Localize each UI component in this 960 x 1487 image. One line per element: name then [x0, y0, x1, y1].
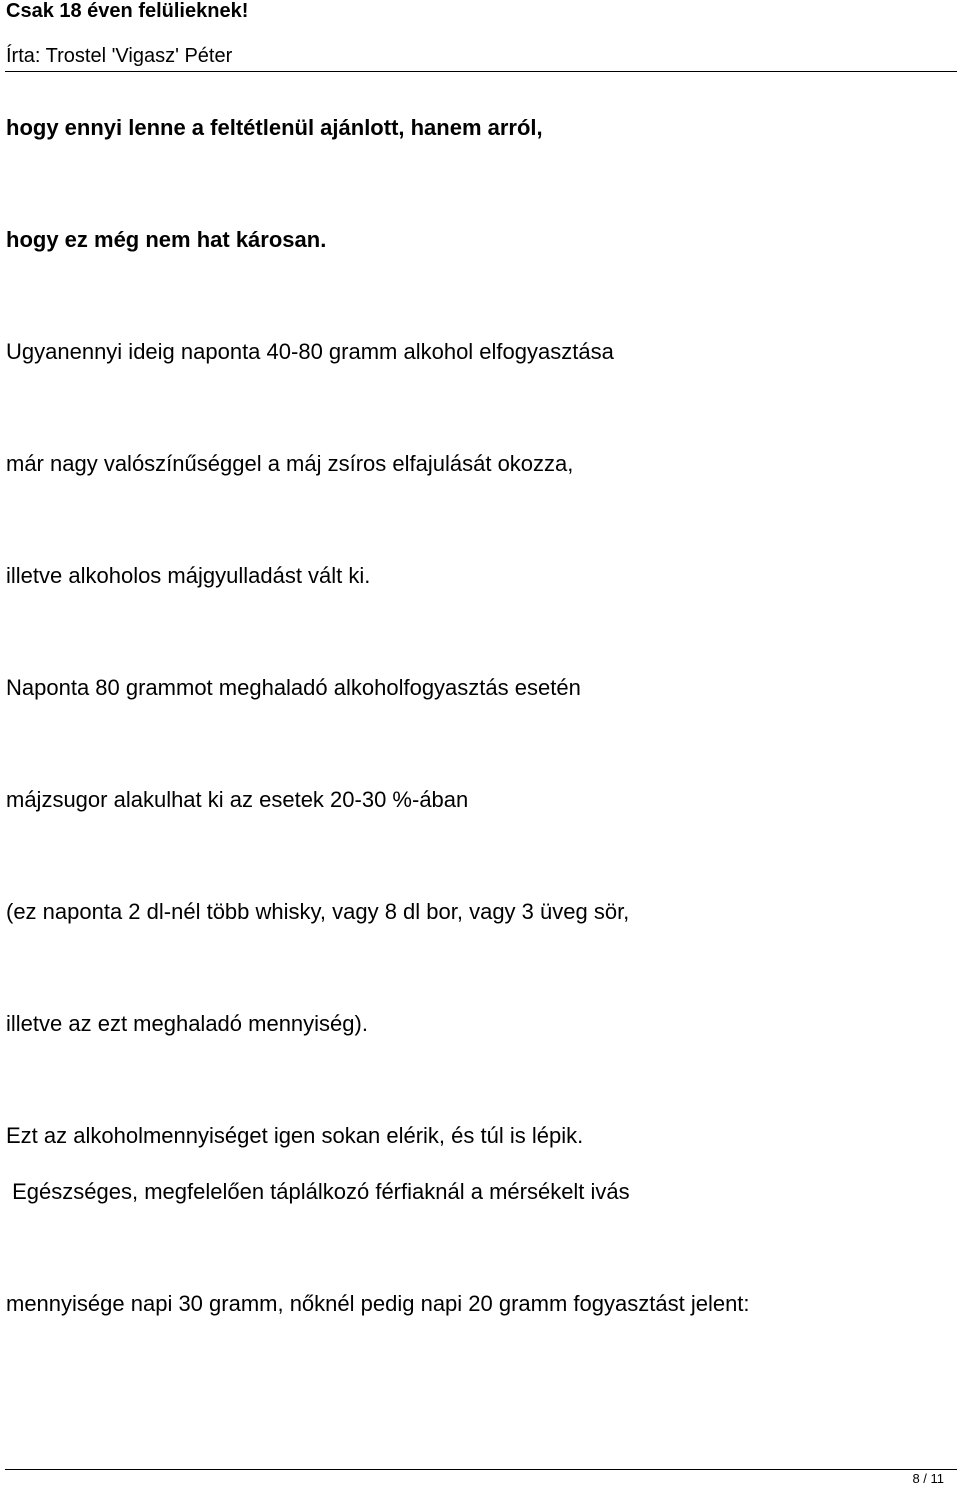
- document-title: Csak 18 éven felülieknek!: [6, 0, 249, 22]
- body-line: hogy ez még nem hat károsan.: [6, 227, 327, 252]
- document-author: Írta: Trostel 'Vigasz' Péter: [6, 45, 233, 67]
- body-line: májzsugor alakulhat ki az esetek 20-30 %-ában: [6, 787, 469, 812]
- page-number: 8 / 11: [912, 1471, 944, 1486]
- footer-divider: [5, 1469, 957, 1470]
- body-line: (ez naponta 2 dl-nél több whisky, vagy 8 dl bor, vagy 3 üveg sör,: [6, 899, 630, 924]
- body-line: Ezt az alkoholmennyiséget igen sokan elérik, és túl is lépik.: [6, 1123, 584, 1148]
- body-line: illetve az ezt meghaladó mennyiség).: [6, 1011, 368, 1036]
- body-line: illetve alkoholos májgyulladást vált ki.: [6, 563, 371, 588]
- body-line: Naponta 80 grammot meghaladó alkoholfogyasztás esetén: [6, 675, 581, 700]
- header-divider: [5, 71, 957, 72]
- body-line: Egészséges, megfelelően táplálkozó férfiaknál a mérsékelt ivás: [6, 1179, 630, 1204]
- body-line: mennyisége napi 30 gramm, nőknél pedig napi 20 gramm fogyasztást jelent:: [6, 1291, 750, 1316]
- body-line: hogy ennyi lenne a feltétlenül ajánlott, hanem arról,: [6, 115, 543, 140]
- body-line: már nagy valószínűséggel a máj zsíros elfajulását okozza,: [6, 451, 574, 476]
- body-line: Ugyanennyi ideig naponta 40-80 gramm alkohol elfogyasztása: [6, 339, 614, 364]
